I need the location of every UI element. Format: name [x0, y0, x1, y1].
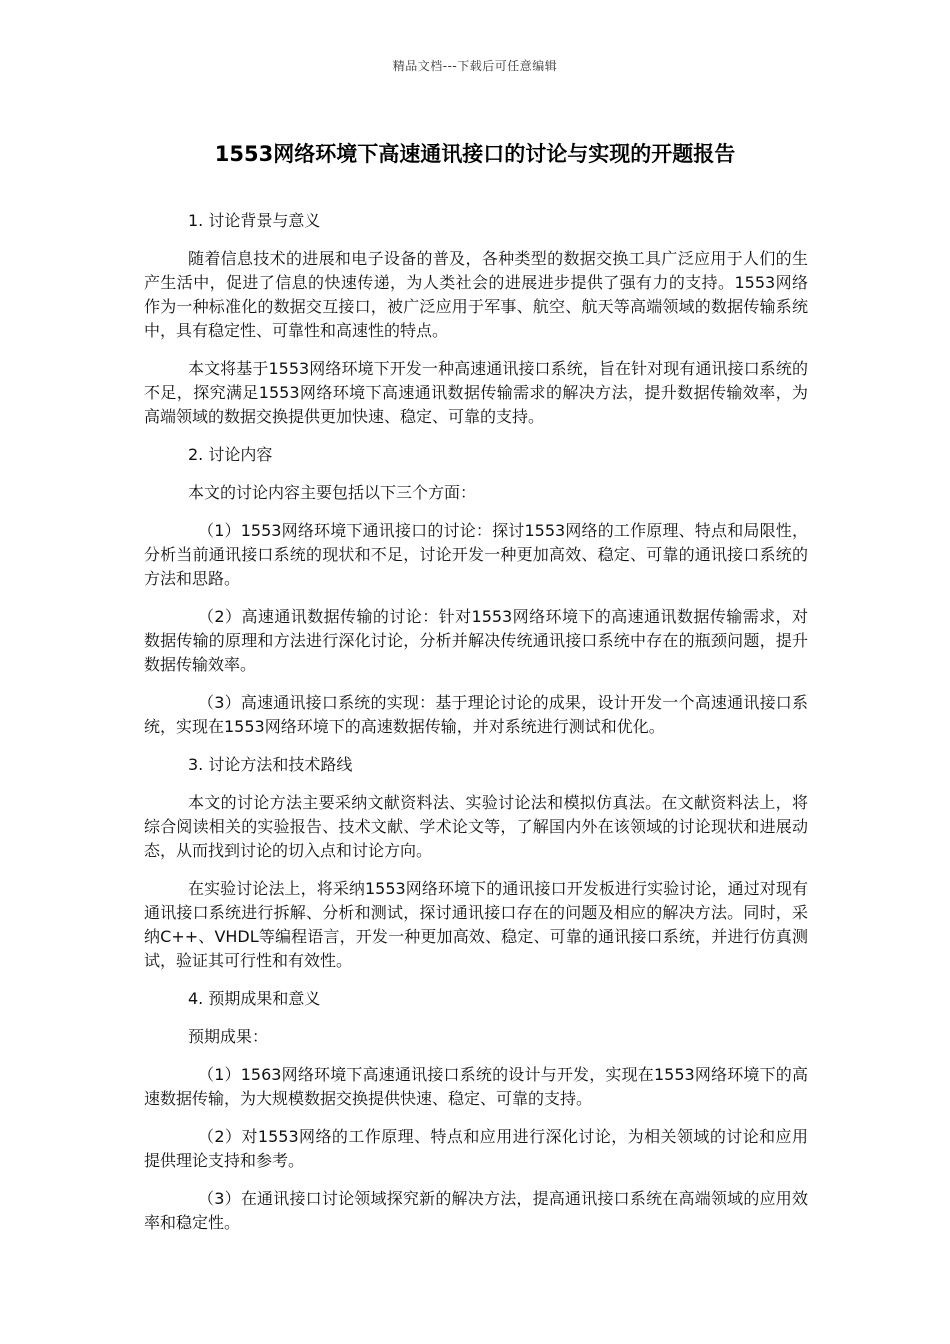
list-item-outcome-1: （1）1563网络环境下高速通讯接口系统的设计与开发，实现在1553网络环境下的高速数据传输，为大规模数据交换提供快速、稳定、可靠的支持。: [144, 1065, 808, 1108]
paragraph-method-1: 本文的讨论方法主要采纳文献资料法、实验讨论法和模拟仿真法。在文献资料法上，将综合阅读相关的实验报告、技术文献、学术论文等，了解国内外在该领域的讨论现状和进展动态，从而找到讨论的切入点和讨论方向。: [144, 793, 808, 860]
section-heading-method: 3. 讨论方法和技术路线: [188, 755, 353, 774]
list-item-outcome-2: （2）对1553网络的工作原理、特点和应用进行深化讨论，为相关领域的讨论和应用提供理论支持和参考。: [144, 1127, 808, 1170]
paragraph-background-2: 本文将基于1553网络环境下开发一种高速通讯接口系统，旨在针对现有通讯接口系统的不足，探究满足1553网络环境下高速通讯数据传输需求的解决方法，提升数据传输效率，为高端领域的数据交换提供更加快速、稳定、可靠的支持。: [144, 359, 808, 426]
document-body: [144, 209, 808, 1249]
section-heading-content: 2. 讨论内容: [188, 445, 273, 464]
list-item-outcome-3: （3）在通讯接口讨论领域探究新的解决方法，提高通讯接口系统在高端领域的应用效率和稳定性。: [144, 1189, 808, 1232]
list-item-content-1: （1）1553网络环境下通讯接口的讨论：探讨1553网络的工作原理、特点和局限性，分析当前通讯接口系统的现状和不足，讨论开发一种更加高效、稳定、可靠的通讯接口系统的方法和思路。: [144, 521, 808, 588]
paragraph-content-intro: 本文的讨论内容主要包括以下三个方面：: [188, 483, 477, 502]
header-note: 精品文档---下载后可任意编辑: [392, 59, 558, 73]
document-title: 1553网络环境下高速通讯接口的讨论与实现的开题报告: [214, 142, 736, 166]
list-item-content-3: （3）高速通讯接口系统的实现：基于理论讨论的成果，设计开发一个高速通讯接口系统，实现在1553网络环境下的高速数据传输，并对系统进行测试和优化。: [144, 693, 808, 736]
section-heading-background: 1. 讨论背景与意义: [188, 211, 321, 230]
paragraph-method-2: 在实验讨论法上，将采纳1553网络环境下的通讯接口开发板进行实验讨论，通过对现有通讯接口系统进行拆解、分析和测试，探讨通讯接口存在的问题及相应的解决方法。同时，采纳C++、VHDL等编程语言，开发一种更加高效、稳定、可靠的通讯接口系统，并进行仿真测试，验证其可行性和有效性。: [144, 879, 808, 970]
list-item-content-2: （2）高速通讯数据传输的讨论：针对1553网络环境下的高速通讯数据传输需求，对数据传输的原理和方法进行深化讨论，分析并解决传统通讯接口系统中存在的瓶颈问题，提升数据传输效率。: [144, 607, 808, 674]
paragraph-background-1: 随着信息技术的进展和电子设备的普及，各种类型的数据交换工具广泛应用于人们的生产生活中，促进了信息的快速传递，为人类社会的进展进步提供了强有力的支持。1553网络作为一种标准化的数据交互接口，被广泛应用于军事、航空、航天等高端领域的数据传输系统中，具有稳定性、可靠性和高速性的特点。: [144, 249, 808, 340]
paragraph-outcomes-intro: 预期成果：: [188, 1027, 269, 1046]
section-heading-outcomes: 4. 预期成果和意义: [188, 989, 321, 1008]
